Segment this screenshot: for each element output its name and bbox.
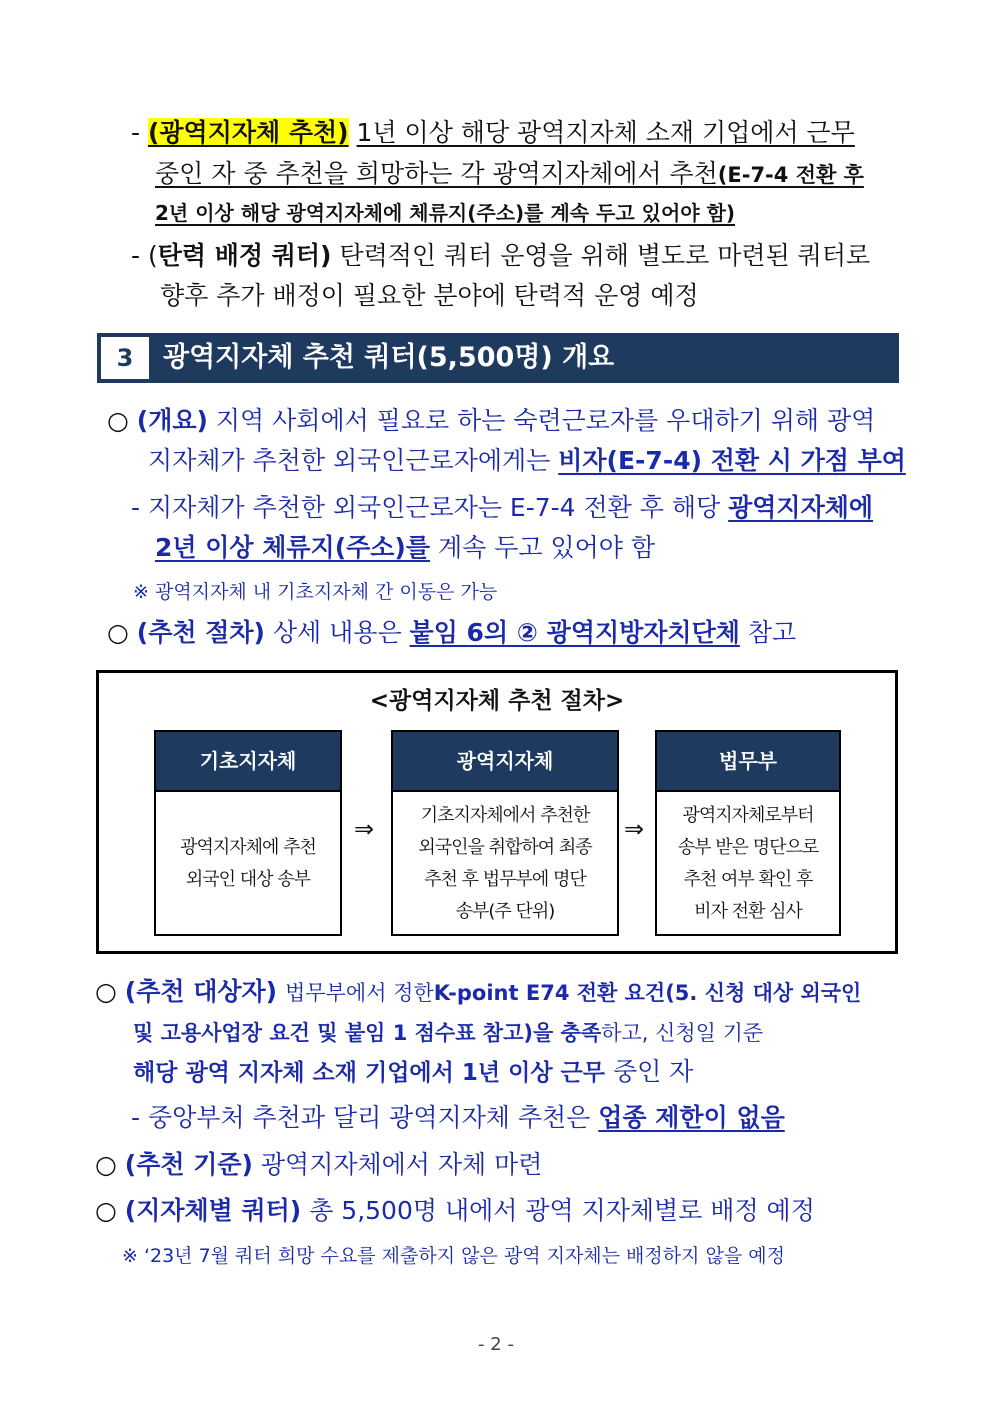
bullet-text: 탄력적인 쿼터 운영을 위해 별도로 마련된 쿼터로 xyxy=(339,241,871,270)
section-title: 광역지자체 추천 쿼터(5,500명) 개요 xyxy=(163,342,615,373)
step-local-government xyxy=(154,730,342,936)
step-body-line: 외국인 대상 송부 xyxy=(185,869,311,890)
circle-bullet: ○ xyxy=(95,977,117,1006)
step-body-line: 송부(주 단위) xyxy=(455,901,555,922)
criteria-label: (추천 기준) xyxy=(124,1150,253,1179)
paren: ( xyxy=(147,241,158,270)
circle-bullet: ○ xyxy=(95,1196,117,1225)
step-body xyxy=(156,792,340,936)
quota-note: ※ ‘23년 7월 쿼터 희망 수요를 제출하지 않은 광역 지자체는 배정하지 않을 예정 xyxy=(122,1245,785,1267)
bullet-text: 1년 이상 해당 광역지자체 소재 기업에서 근무 xyxy=(356,118,855,147)
bullet-line-3: 2년 이상 해당 광역지자체에 체류지(주소)를 계속 두고 있어야 함) xyxy=(155,201,736,225)
dash: - xyxy=(131,241,141,270)
bullet-label: 탄력 배정 쿼터) xyxy=(157,241,332,270)
targets-bold: K-point E74 전환 요건(5. 신청 대상 외국인 xyxy=(433,981,862,1005)
dash: - xyxy=(131,118,141,147)
targets-bold: 해당 광역 지자체 소재 기업에서 1년 이상 근무 xyxy=(133,1060,605,1086)
bullet-label: (광역지자체 추천) xyxy=(147,118,349,147)
arrow-icon: ⇒ xyxy=(624,815,645,843)
dash: - xyxy=(131,1103,141,1132)
step-ministry-of-justice xyxy=(655,730,841,936)
overview-sub-line-2 xyxy=(155,530,655,566)
targets-item xyxy=(95,974,861,1011)
criteria-text: 광역지자체에서 자체 마련 xyxy=(260,1150,543,1179)
quota-item xyxy=(95,1193,815,1229)
bullet-bold: (E-7-4 전환 후 xyxy=(717,163,864,187)
overview-label: (개요) xyxy=(136,406,208,435)
circle-bullet: ○ xyxy=(107,406,129,435)
overview-sub-bold: 광역지자체에 xyxy=(728,493,874,522)
circle-bullet: ○ xyxy=(95,1150,117,1179)
overview-sub-text: 계속 두고 있어야 함 xyxy=(437,533,656,562)
circle-bullet: ○ xyxy=(107,618,129,647)
bullet-flexible-quota xyxy=(131,238,870,274)
step-head: 기초지자체 xyxy=(156,732,340,792)
targets-text: 법무부에서 정한 xyxy=(285,981,434,1005)
section-number: 3 xyxy=(101,337,149,379)
targets-text: 하고, 신청일 기준 xyxy=(601,1021,764,1045)
step-body-line: 외국인을 취합하여 최종 xyxy=(418,837,592,858)
dash: - xyxy=(131,493,141,522)
procedure-text: 상세 내용은 xyxy=(272,618,402,647)
overview-sub-bold: 2년 이상 체류지(주소)를 xyxy=(155,533,431,562)
step-body xyxy=(393,792,617,936)
process-title: <광역지자체 추천 절차> xyxy=(369,688,625,714)
overview-note: ※ 광역지자체 내 기초지자체 간 이동은 가능 xyxy=(133,581,498,603)
overview-bold: 비자(E-7-4) 전환 시 가점 부여 xyxy=(558,446,906,475)
criteria-item xyxy=(95,1147,542,1183)
overview-line-2 xyxy=(148,443,906,479)
bullet-line-2: 향후 추가 배정이 필요한 분야에 탄력적 운영 예정 xyxy=(160,281,699,310)
step-body-line: 비자 전환 심사 xyxy=(694,901,802,922)
step-body xyxy=(657,792,839,936)
step-body-line: 송부 받은 명단으로 xyxy=(677,837,819,858)
overview-text: 지자체가 추천한 외국인근로자에게는 xyxy=(148,446,551,475)
procedure-label: (추천 절차) xyxy=(136,618,265,647)
targets-line-3 xyxy=(133,1054,693,1091)
procedure-ref: 붙임 6의 ② 광역지방자치단체 xyxy=(409,618,740,647)
step-head: 광역지자체 xyxy=(393,732,617,792)
bullet-text: 중인 자 중 추천을 희망하는 각 광역지자체에서 추천 xyxy=(155,159,718,188)
overview-item xyxy=(107,403,875,439)
overview-text: 지역 사회에서 필요로 하는 숙련근로자를 우대하기 위해 광역 xyxy=(215,406,876,435)
section-header xyxy=(97,333,899,383)
bullet-line-2 xyxy=(155,156,864,193)
bullet-regional-recommendation xyxy=(131,115,855,151)
step-body-line: 광역지자체에 추천 xyxy=(180,837,316,858)
overview-sub xyxy=(131,490,873,526)
quota-text: 총 5,500명 내에서 광역 지자체별로 배정 예정 xyxy=(309,1196,815,1225)
step-head: 법무부 xyxy=(657,732,839,792)
quota-label: (지자체별 쿼터) xyxy=(124,1196,302,1225)
targets-bold: 및 고용사업장 요건 및 붙임 1 점수표 참고)을 충족 xyxy=(133,1021,602,1045)
targets-sub-text: 중앙부처 추천과 달리 광역지자체 추천은 xyxy=(147,1103,591,1132)
targets-sub-bold: 업종 제한이 없음 xyxy=(598,1103,785,1132)
step-body-line: 광역지자체로부터 xyxy=(682,805,814,826)
step-body-line: 추천 후 법무부에 명단 xyxy=(424,869,586,890)
step-regional-government xyxy=(391,730,619,936)
targets-line-2 xyxy=(133,1014,763,1051)
targets-text: 중인 자 xyxy=(612,1057,694,1086)
procedure-suffix: 참고 xyxy=(747,618,797,647)
step-body-line: 추천 여부 확인 후 xyxy=(683,869,813,890)
page-number: - 2 - xyxy=(478,1334,514,1355)
overview-sub-text: 지자체가 추천한 외국인근로자는 E-7-4 전환 후 해당 xyxy=(147,493,721,522)
arrow-icon: ⇒ xyxy=(354,815,375,843)
targets-sub xyxy=(131,1100,785,1136)
targets-label: (추천 대상자) xyxy=(124,977,278,1006)
procedure-item xyxy=(107,615,796,651)
step-body-line: 기초지자체에서 추천한 xyxy=(420,805,590,826)
